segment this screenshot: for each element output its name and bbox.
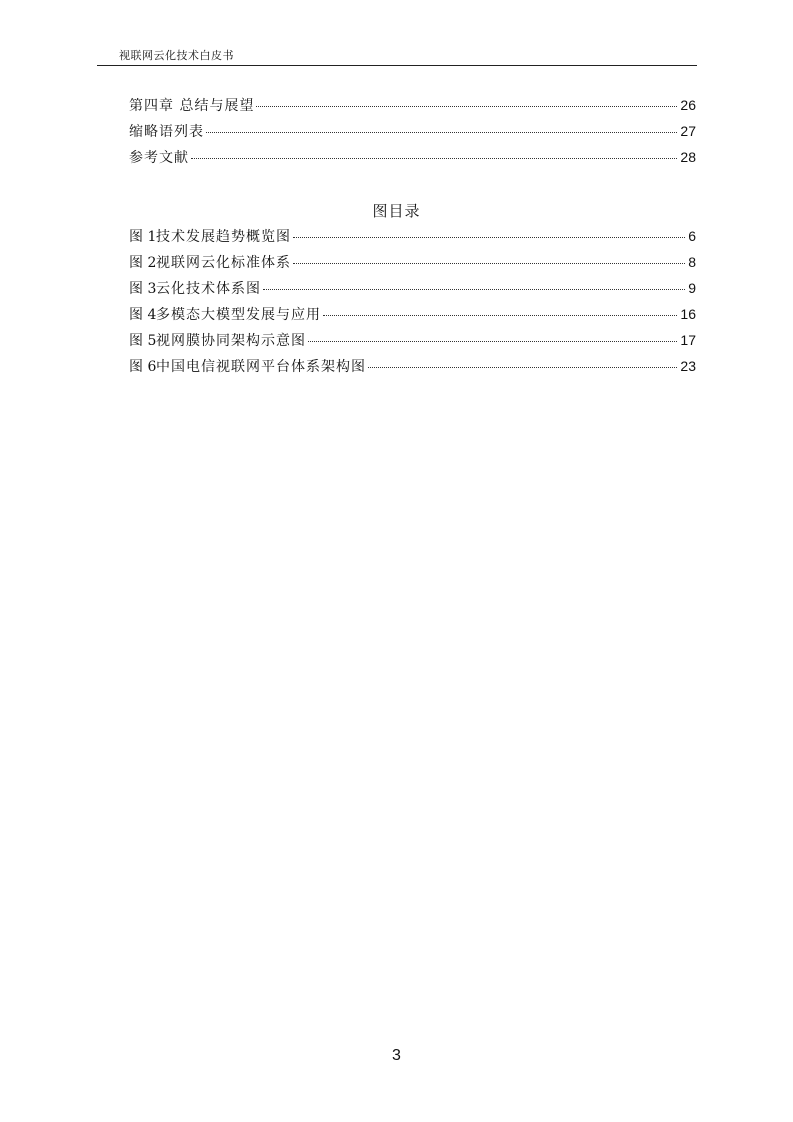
dot-leader bbox=[368, 367, 677, 368]
figure-entry[interactable] bbox=[129, 253, 696, 279]
figure-entry[interactable] bbox=[129, 357, 696, 383]
toc-entry[interactable] bbox=[129, 122, 696, 148]
dot-leader bbox=[206, 132, 677, 133]
toc-entry-page: 26 bbox=[680, 97, 696, 113]
figure-entry[interactable] bbox=[129, 305, 696, 331]
figure-entry-page: 16 bbox=[680, 306, 696, 322]
figure-entry-page: 8 bbox=[688, 254, 696, 270]
figure-number: 图 2 bbox=[129, 255, 157, 271]
figure-number: 图 5 bbox=[129, 333, 157, 349]
figure-number: 图 1 bbox=[129, 229, 157, 245]
figure-entry-label bbox=[129, 306, 321, 324]
figure-entry-page: 23 bbox=[680, 358, 696, 374]
toc-entry[interactable] bbox=[129, 148, 696, 174]
figure-number: 图 4 bbox=[129, 307, 157, 323]
dot-leader bbox=[256, 106, 677, 107]
figure-entry-title: 技术发展趋势概览图 bbox=[156, 229, 291, 245]
toc-entry-label: 参考文献 bbox=[129, 150, 189, 166]
dot-leader bbox=[293, 263, 685, 264]
figure-number: 图 3 bbox=[129, 281, 157, 297]
figure-entry-label bbox=[129, 358, 366, 376]
figure-list-title: 图目录 bbox=[372, 202, 421, 220]
page-number: 3 bbox=[392, 1047, 401, 1064]
figure-entry-page: 6 bbox=[688, 228, 696, 244]
figure-entry-label bbox=[129, 280, 261, 298]
toc-entry[interactable] bbox=[129, 96, 696, 122]
figure-entry-title: 多模态大模型发展与应用 bbox=[156, 307, 321, 323]
dot-leader bbox=[293, 237, 685, 238]
dot-leader bbox=[308, 341, 677, 342]
header-title: 视联网云化技术白皮书 bbox=[119, 49, 234, 62]
figure-entry-title: 视联网云化标准体系 bbox=[156, 255, 291, 271]
figure-entry-label bbox=[129, 228, 291, 246]
toc-entry-page: 28 bbox=[680, 149, 696, 165]
dot-leader bbox=[263, 289, 685, 290]
figure-entry-page: 17 bbox=[680, 332, 696, 348]
figure-entry[interactable] bbox=[129, 227, 696, 253]
figure-entry-page: 9 bbox=[688, 280, 696, 296]
figure-entry-label bbox=[129, 332, 306, 350]
toc-entry-page: 27 bbox=[680, 123, 696, 139]
figure-entry-label bbox=[129, 254, 291, 272]
dot-leader bbox=[191, 158, 677, 159]
table-of-contents bbox=[129, 96, 696, 174]
figure-entry-title: 中国电信视联网平台体系架构图 bbox=[156, 359, 366, 375]
figure-entry[interactable] bbox=[129, 279, 696, 305]
figure-list bbox=[129, 227, 696, 383]
figure-entry-title: 云化技术体系图 bbox=[156, 281, 261, 297]
toc-entry-label: 第四章 总结与展望 bbox=[129, 98, 255, 114]
toc-entry-label: 缩略语列表 bbox=[129, 124, 204, 140]
dot-leader bbox=[323, 315, 677, 316]
figure-entry-title: 视网膜协同架构示意图 bbox=[156, 333, 306, 349]
figure-entry[interactable] bbox=[129, 331, 696, 357]
page-header bbox=[97, 48, 697, 66]
figure-number: 图 6 bbox=[129, 359, 157, 375]
